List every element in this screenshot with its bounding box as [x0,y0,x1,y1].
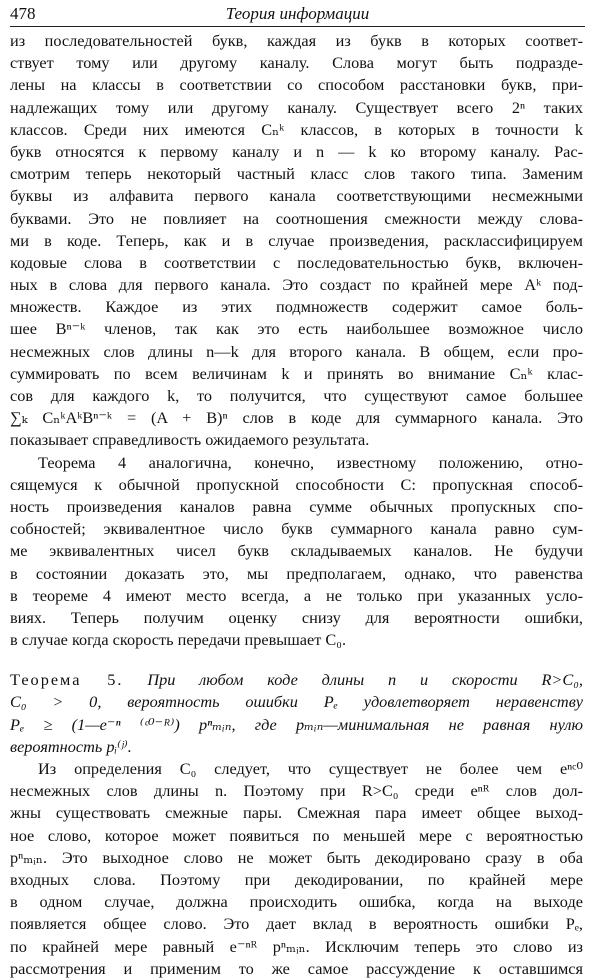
paragraph-1 [10,30,583,452]
text-line: надлежащих тому или другому каналу. Существует всего 2ⁿ таких [10,97,583,117]
text-line: по крайней мере равный e⁻ⁿᴿ pⁿₘᵢₙ. Исключим теперь это слово из [10,936,583,956]
text-line: Из определения C₀ следует, что существует не более чем eⁿᶜ⁰ [38,759,583,778]
text-line: собностей; эквивалентное число букв суммарного канала равно сум- [10,519,583,539]
text-line: несмежных слов длины n. Поэтому при R>C₀ среди eⁿᴿ слов дол- [10,781,583,801]
text-line: входных слова. Поэтому при декодировании, по крайней мере [10,869,583,889]
text-line: появляется общее слово. Это дает вклад в вероятность ошибки Pₑ, [10,914,583,934]
theorem-text: C₀ > 0, вероятность ошибки Pₑ удовлетворяет неравенству [10,692,583,712]
text-line: в теореме 4 имеют место всегда, а не только при указанных усло- [10,585,583,605]
text-line: Теорема 4 аналогична, конечно, известному положению, отно- [38,452,583,472]
text-line: ных в слова для первого канала. Это создаст по крайней мере Aᵏ под- [10,275,583,295]
body-text [10,30,583,980]
header-rule [10,26,585,27]
text-line: ствует тому или другому каналу. Слова могут быть подразде- [10,53,583,73]
theorem-5 [10,669,583,758]
text-line: несмежных слов длины n—k для второго канала. В общем, если про- [10,341,583,361]
text-line: ме эквивалентных чисел букв складываемых каналов. Не будучи [10,541,583,561]
text-line: рассмотрения и применим то же самое рассуждение к оставшимся [10,958,583,978]
text-line: ность произведения каналов равна сумме обычных пропускных спо- [10,496,583,516]
running-head: Теория информации [225,4,370,23]
text-line: шее Bⁿ⁻ᵏ членов, так как это есть наибольшее возможное число [10,319,583,339]
text-line: в одном случае, должна происходить ошибка, когда на выходе [10,892,583,912]
paragraph-2 [10,452,583,652]
text-line: ное слово, которое может появиться по меньшей мере с вероятностью [10,825,583,845]
text-line: классов. Среди них имеются Cₙᵏ классов, в которых в точности k [10,119,583,139]
text-line: букв относятся к первому каналу и n — k ко второму каналу. Рас- [10,141,583,161]
text-line: в состоянии доказать это, мы предполагаем, однако, что равенства [10,563,583,583]
theorem-label: Теорема 5. [10,670,124,690]
text-line: жны существовать смежные пары. Смежная пара имеет общее выход- [10,803,583,823]
text-line: в случае когда скорость передачи превышает C₀. [10,630,347,650]
theorem-text: Pₑ ≥ (1—e⁻ⁿ ⁽ᶜ⁰⁻ᴿ⁾) pⁿₘᵢₙ, где pₘᵢₙ—минимальная не равная нулю [10,714,583,734]
text-line: буквами. Это не повлияет на соотношения смежности между слова- [10,208,583,228]
text-line: сов для каждого k, то получится, что существуют самое большее [10,386,583,405]
formula-line: ∑ₖ CₙᵏAᵏBⁿ⁻ᵏ = (A + B)ⁿ слов в коде для суммарного канала. Это [10,408,583,428]
page-header [10,2,585,26]
text-line: кодовые слова в соответствии с последовательностью букв, включен- [10,252,583,272]
text-line: сящемуся к обычной пропускной способности C: пропускная способ- [10,474,583,494]
text-line: из последовательностей букв, каждая из букв в которых соответ- [10,31,583,50]
theorem-text: При любом коде длины n и скорости R>C₀, [147,670,583,690]
text-line: pⁿₘᵢₙ. Это выходное слово не может быть декодировано сразу в оба [10,847,583,867]
theorem-first-line [10,669,583,691]
text-line: виях. Теперь получим оценку снизу для вероятности ошибки, [10,607,583,627]
text-line: показывает справедливость ожидаемого результата. [10,430,370,450]
text-line: множеств. Каждое из этих подмножеств содержит самое боль- [10,297,583,317]
section-gap [10,651,583,669]
text-line: суммировать по всем величинам k и принять во внимание Cₙᵏ клас- [10,363,583,383]
theorem-text: вероятность pᵢ⁽ʲ⁾. [10,736,132,756]
text-line: ми в коде. Теперь, как и в случае произведения, расклассифицируем [10,230,583,250]
page-number: 478 [10,4,36,23]
text-line: смотрим теперь некоторый частный класс слов такого типа. Заменим [10,164,583,184]
text-line: буквы из алфавита первого канала соответствующими несмежными [10,186,583,206]
paragraph-3 [10,758,583,980]
text-line: лены на классы в соответствии со способом расстановки букв, при- [10,75,583,95]
